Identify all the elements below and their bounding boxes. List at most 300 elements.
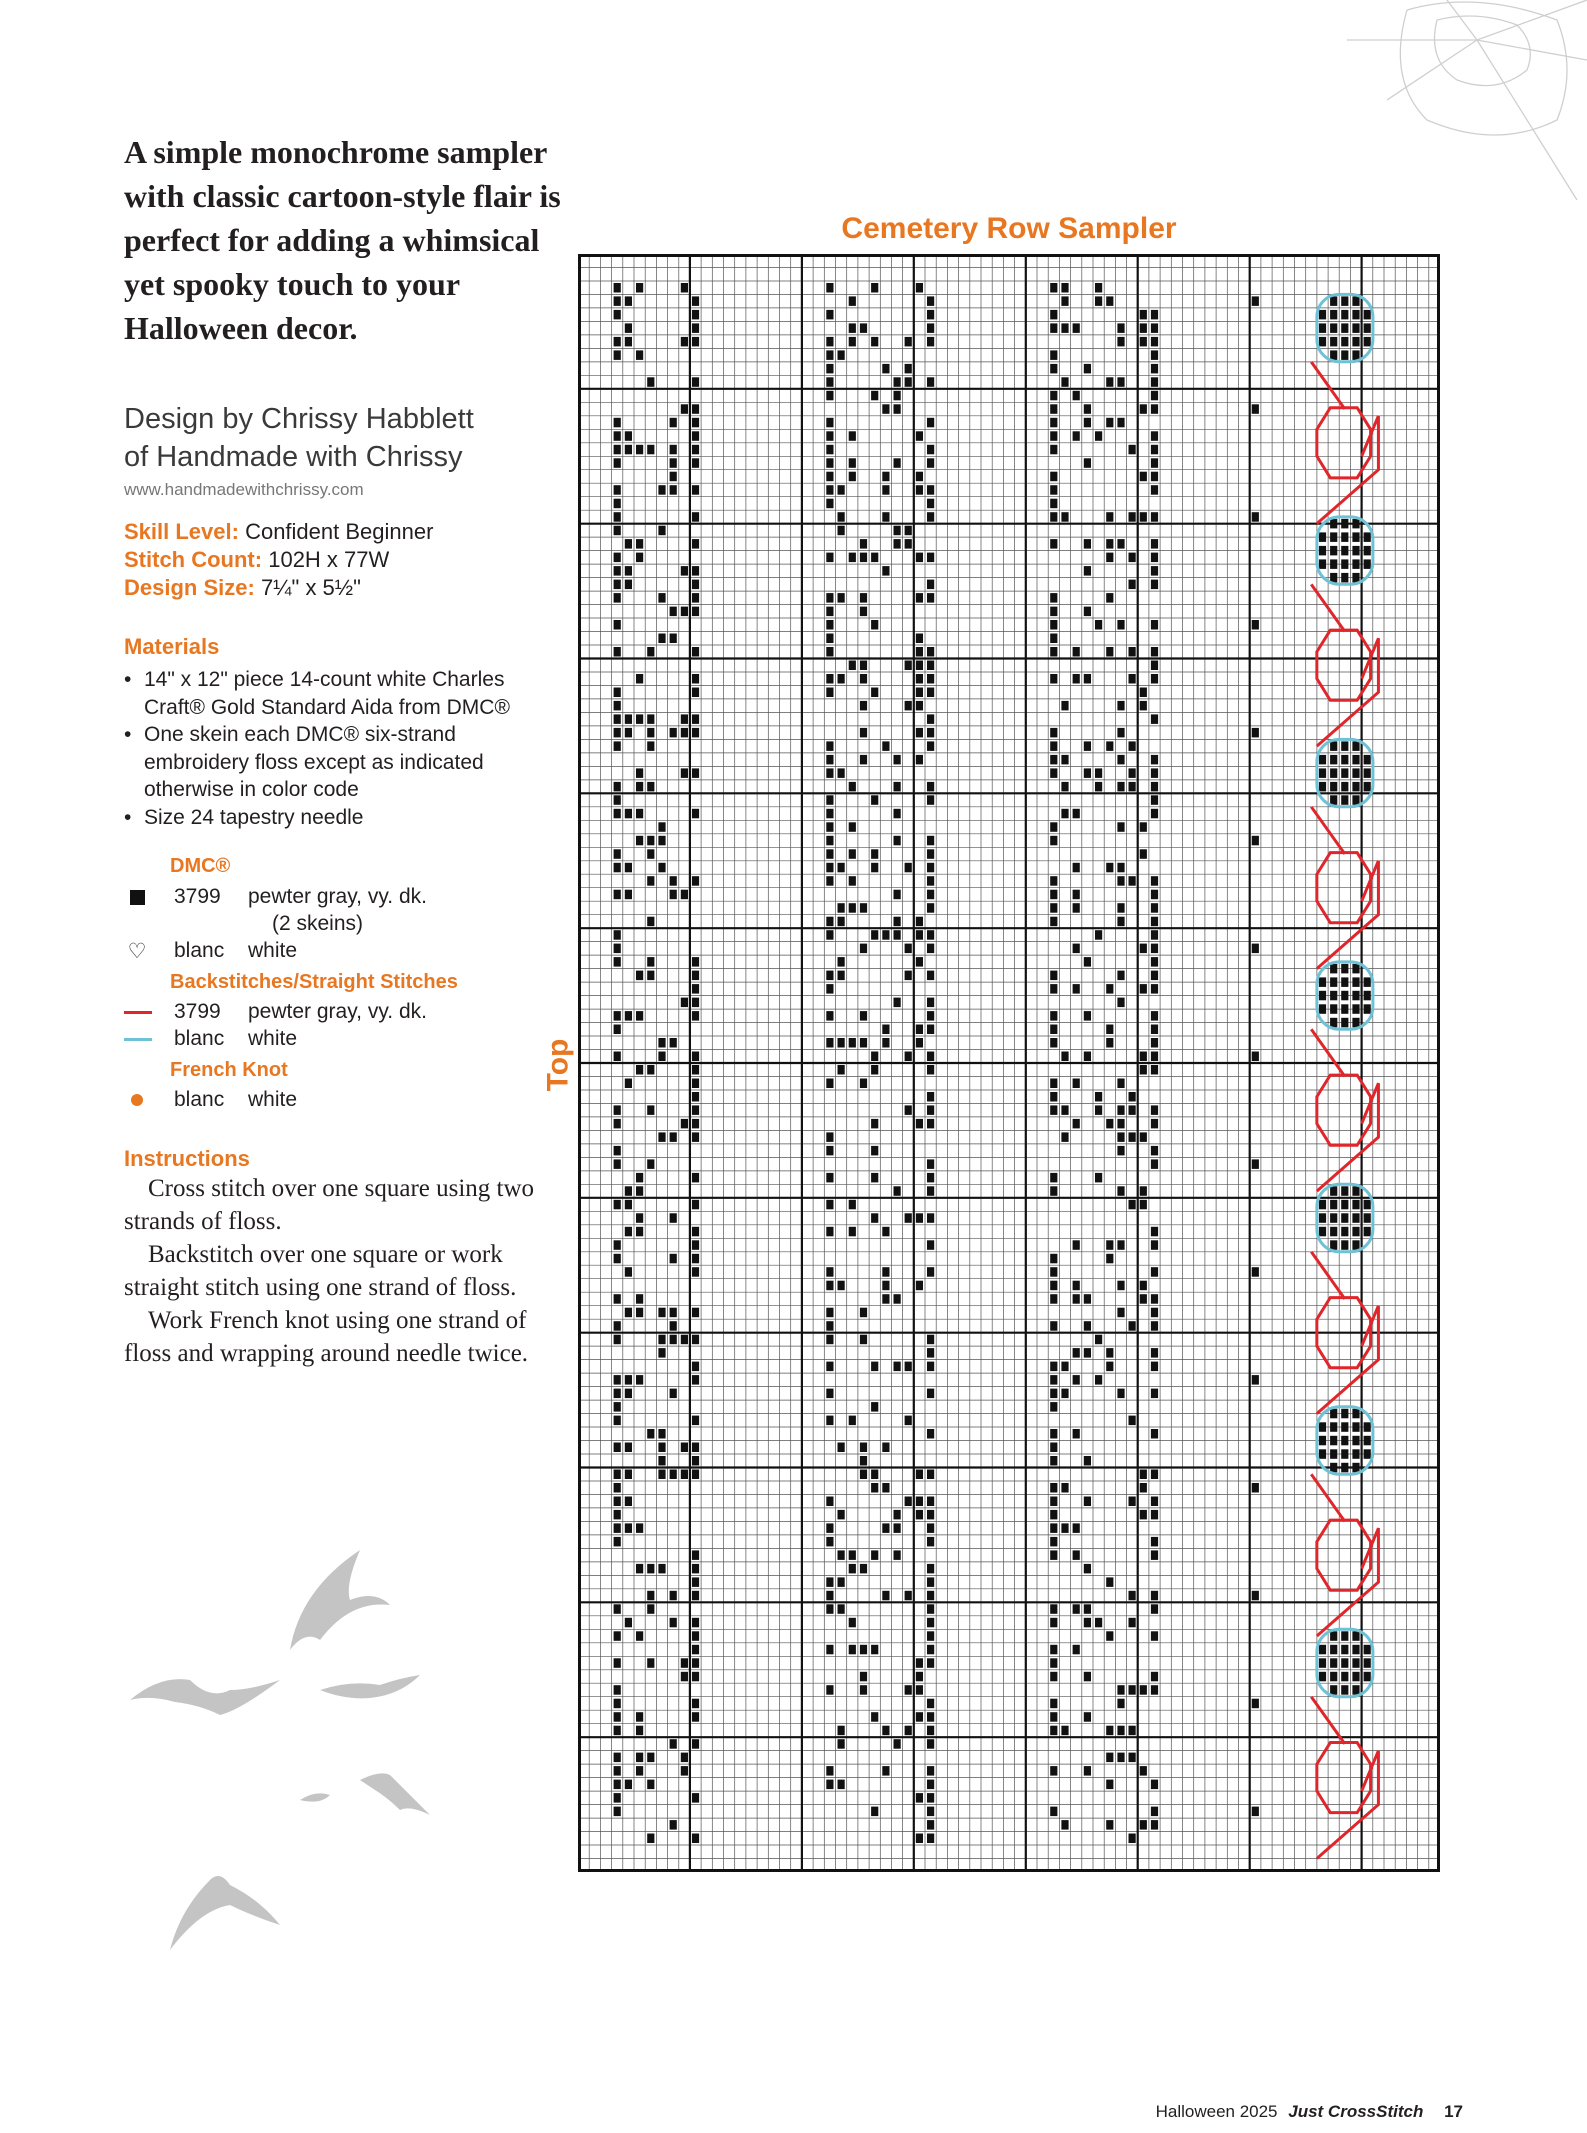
stitch-square <box>1084 1618 1091 1628</box>
stitch-square <box>1341 1449 1348 1459</box>
stitch-square <box>927 310 934 320</box>
stitch-square <box>1352 1186 1359 1196</box>
stitch-square <box>916 647 923 657</box>
stitch-square <box>636 1065 643 1075</box>
stitch-square <box>838 917 845 927</box>
stitch-square <box>882 1227 889 1237</box>
stitch-square <box>1352 755 1359 765</box>
stitch-square <box>838 1510 845 1520</box>
stitch-square <box>1140 1685 1147 1695</box>
stitch-square <box>849 458 856 468</box>
stitch-square <box>692 1456 699 1466</box>
key-color-name: white <box>248 1027 298 1050</box>
stitch-square <box>670 1335 677 1345</box>
materials-list <box>124 666 554 831</box>
stitch-square <box>826 930 833 940</box>
stitch-square <box>1117 1132 1124 1142</box>
intro-text: A simple monochrome sampler with classic cartoon-style flair is perfect for adding a whimsical yet spooky touch to your Halloween decor. <box>124 134 561 346</box>
stitch-square <box>1061 1052 1068 1062</box>
stitch-square <box>1140 1766 1147 1776</box>
stitch-square <box>927 1159 934 1169</box>
stitch-square <box>647 836 654 846</box>
stitch-square <box>1330 310 1337 320</box>
stitch-square <box>860 1685 867 1695</box>
stitch-square <box>1341 350 1348 360</box>
material-item: • One skein each DMC® six-strand embroidery floss except as indicated otherwise in color code <box>124 721 554 804</box>
stitch-square <box>838 1577 845 1587</box>
stitch-square <box>614 1200 621 1210</box>
stitch-square <box>625 1267 632 1277</box>
stitch-square <box>681 607 688 617</box>
stitch-square <box>1151 1362 1158 1372</box>
stitch-square <box>692 1105 699 1115</box>
stitch-square <box>658 485 665 495</box>
stitch-square <box>1050 404 1057 414</box>
stitch-square <box>1095 296 1102 306</box>
stitch-square <box>692 688 699 698</box>
stitch-square <box>849 553 856 563</box>
stitch-square <box>614 1443 621 1453</box>
stitch-square <box>692 431 699 441</box>
stitch-square <box>692 1577 699 1587</box>
stitch-square <box>826 768 833 778</box>
stitch-square <box>905 1685 912 1695</box>
stitch-square <box>1319 1422 1326 1432</box>
stitch-square <box>1252 1375 1259 1385</box>
stitch-square <box>1319 310 1326 320</box>
stitch-square <box>1352 559 1359 569</box>
stitch-square <box>614 795 621 805</box>
stitch-square <box>826 1604 833 1614</box>
stitch-square <box>1330 768 1337 778</box>
stitch-square <box>1050 1497 1057 1507</box>
stitch-square <box>1151 391 1158 401</box>
stitch-square <box>1084 1766 1091 1776</box>
stitch-square <box>905 1497 912 1507</box>
stitch-square <box>927 1658 934 1668</box>
stitch-square <box>1050 1092 1057 1102</box>
stitch-square <box>1129 1591 1136 1601</box>
stitch-square <box>927 1726 934 1736</box>
bat-icon <box>290 1550 390 1650</box>
stitch-square <box>692 512 699 522</box>
stitch-square <box>1050 418 1057 428</box>
stitch-square <box>826 1389 833 1399</box>
stitch-square <box>1341 977 1348 987</box>
stitch-square <box>1095 1335 1102 1345</box>
stitch-square <box>871 283 878 293</box>
stitch-square <box>692 1308 699 1318</box>
stitch-square <box>681 714 688 724</box>
stitch-square <box>927 1739 934 1749</box>
stitch-square <box>1364 768 1371 778</box>
stitch-square <box>849 323 856 333</box>
stitch-square <box>860 903 867 913</box>
stitch-square <box>1151 323 1158 333</box>
stitch-square <box>1352 296 1359 306</box>
key-number: blanc <box>174 1088 225 1111</box>
stitch-square <box>826 634 833 644</box>
stitch-square <box>1050 323 1057 333</box>
key-color-name: white <box>248 939 298 962</box>
stitch-square <box>1117 1105 1124 1115</box>
stitch-square <box>1140 1281 1147 1291</box>
stitch-square <box>1352 768 1359 778</box>
stitch-square <box>1050 890 1057 900</box>
stitch-square <box>625 1200 632 1210</box>
stitch-square <box>614 445 621 455</box>
stitch-square <box>625 445 632 455</box>
stitch-square <box>1084 539 1091 549</box>
stitch-square <box>916 661 923 671</box>
stitch-square <box>1151 350 1158 360</box>
stitch-square <box>927 1348 934 1358</box>
stitch-square <box>1073 1645 1080 1655</box>
stitch-square <box>916 1658 923 1668</box>
stitch-square <box>1151 809 1158 819</box>
stitch-square <box>916 1510 923 1520</box>
stitch-square <box>625 1375 632 1385</box>
stitch-square <box>614 512 621 522</box>
stitch-square <box>1106 741 1113 751</box>
stitch-square <box>692 1645 699 1655</box>
stitch-square <box>636 674 643 684</box>
stitch-square <box>871 1119 878 1129</box>
stitch-square <box>614 688 621 698</box>
stitch-square <box>860 607 867 617</box>
stitch-square <box>1341 1186 1348 1196</box>
stitch-square <box>681 768 688 778</box>
stitch-square <box>905 337 912 347</box>
stitch-square <box>826 607 833 617</box>
stitch-square <box>614 1523 621 1533</box>
stitch-square <box>849 1618 856 1628</box>
stitch-square <box>1352 741 1359 751</box>
stitch-square <box>927 741 934 751</box>
stitch-square <box>927 418 934 428</box>
stitch-square <box>1319 559 1326 569</box>
stitch-square <box>1151 1537 1158 1547</box>
stitch-square <box>1341 323 1348 333</box>
size-label: Design Size: <box>124 575 255 600</box>
stitch-square <box>1129 1685 1136 1695</box>
stitch-square <box>1151 553 1158 563</box>
stitch-square <box>894 377 901 387</box>
stitch-square <box>871 1213 878 1223</box>
stitch-square <box>871 1173 878 1183</box>
stitch-square <box>1095 283 1102 293</box>
stitch-square <box>1352 1436 1359 1446</box>
stitch-square <box>1330 795 1337 805</box>
stitch-square <box>1129 647 1136 657</box>
stitch-square <box>860 661 867 671</box>
stitch-square <box>636 539 643 549</box>
stitch-square <box>625 1011 632 1021</box>
stitch-square <box>894 1550 901 1560</box>
stitch-square <box>871 795 878 805</box>
stitch-square <box>1117 1186 1124 1196</box>
stitch-square <box>1330 1658 1337 1668</box>
stitch-square <box>1151 566 1158 576</box>
stitch-square <box>860 1079 867 1089</box>
stitch-square <box>681 1335 688 1345</box>
stitch-square <box>1050 728 1057 738</box>
stitch-square <box>1341 991 1348 1001</box>
stitch-square <box>625 728 632 738</box>
stitch-square <box>614 350 621 360</box>
stitch-square <box>871 1807 878 1817</box>
stitch-square <box>658 1132 665 1142</box>
stitch-square <box>692 445 699 455</box>
stitch-square <box>927 1052 934 1062</box>
designer-url[interactable]: www.handmadewithchrissy.com <box>124 480 364 499</box>
stitch-square <box>860 755 867 765</box>
designer-credit <box>124 400 554 476</box>
stitch-square <box>614 890 621 900</box>
stitch-square <box>1050 485 1057 495</box>
stitch-square <box>1352 1645 1359 1655</box>
stitch-square <box>692 418 699 428</box>
stitch-square <box>916 485 923 495</box>
stitch-square <box>625 539 632 549</box>
stitch-square <box>1151 1591 1158 1601</box>
stitch-square <box>1252 836 1259 846</box>
stitch-square <box>1129 1105 1136 1115</box>
stitch-square <box>916 930 923 940</box>
stitch-square <box>927 688 934 698</box>
stitch-square <box>681 1672 688 1682</box>
stitch-square <box>927 930 934 940</box>
french-knot-heading: French Knot <box>170 1059 288 1081</box>
stitch-square <box>670 876 677 886</box>
stitch-square <box>647 1658 654 1668</box>
stitch-square <box>692 485 699 495</box>
stitch-square <box>692 1564 699 1574</box>
stitch-square <box>636 445 643 455</box>
stitch-square <box>826 499 833 509</box>
stitch-square <box>1050 984 1057 994</box>
stitch-square <box>1151 1105 1158 1115</box>
stitch-square <box>927 1564 934 1574</box>
stitch-square <box>670 1820 677 1830</box>
stitch-square <box>1129 1497 1136 1507</box>
stitch-square <box>905 1591 912 1601</box>
stitch-square <box>894 1523 901 1533</box>
stitch-square <box>905 1213 912 1223</box>
stitch-square <box>1151 782 1158 792</box>
stitch-square <box>1151 1497 1158 1507</box>
stitch-square <box>692 1240 699 1250</box>
stitch-square <box>1050 499 1057 509</box>
stitch-square <box>1084 1497 1091 1507</box>
stitch-square <box>1151 580 1158 590</box>
stitch-square <box>636 1011 643 1021</box>
stitch-square <box>838 863 845 873</box>
stitch-square <box>670 1470 677 1480</box>
stitch-square <box>614 593 621 603</box>
stitch-square <box>1117 822 1124 832</box>
spider-web-decoration <box>1327 0 1587 230</box>
stitch-square <box>826 1335 833 1345</box>
stitch-square <box>1073 890 1080 900</box>
stitch-square <box>1050 283 1057 293</box>
stitch-square <box>1050 1766 1057 1776</box>
stitch-square <box>1050 634 1057 644</box>
stitch-square <box>1341 337 1348 347</box>
stitch-square <box>927 782 934 792</box>
stitch-square <box>692 377 699 387</box>
stitch-square <box>692 1132 699 1142</box>
stitch-square <box>614 1537 621 1547</box>
stitch-square <box>894 998 901 1008</box>
stitch-square <box>692 1375 699 1385</box>
stitch-square <box>882 364 889 374</box>
stitch-square <box>658 1470 665 1480</box>
stitch-square <box>1341 310 1348 320</box>
stitch-square <box>1073 1523 1080 1533</box>
stitch-square <box>1364 1213 1371 1223</box>
stitch-square <box>647 1564 654 1574</box>
stitch-square <box>1151 310 1158 320</box>
stitch-square <box>894 1362 901 1372</box>
stitch-square <box>1151 458 1158 468</box>
stitch-square <box>826 917 833 927</box>
stitch-square <box>1319 1436 1326 1446</box>
stitch-square <box>1050 1483 1057 1493</box>
stitch-square <box>614 1780 621 1790</box>
stitch-square <box>927 1780 934 1790</box>
stitch-square <box>636 971 643 981</box>
stitch-square <box>860 674 867 684</box>
stitch-square <box>871 1712 878 1722</box>
stitch-square <box>1151 1159 1158 1169</box>
stitch-square <box>826 485 833 495</box>
stitch-square <box>927 998 934 1008</box>
stitch-square <box>1084 1011 1091 1021</box>
stitch-square <box>927 876 934 886</box>
stitch-square <box>1341 1200 1348 1210</box>
stitch-square <box>1352 1409 1359 1419</box>
stitch-square <box>1330 977 1337 987</box>
stitch-square <box>927 593 934 603</box>
stitch-square <box>860 1443 867 1453</box>
stitch-square <box>692 984 699 994</box>
stitch-square <box>1095 1173 1102 1183</box>
stitch-square <box>1319 1449 1326 1459</box>
stitch-square <box>882 1523 889 1533</box>
stitch-square <box>882 566 889 576</box>
stitch-square <box>647 1604 654 1614</box>
stitch-square <box>894 526 901 536</box>
stitch-square <box>927 499 934 509</box>
stitch-square <box>916 553 923 563</box>
stitch-square <box>1352 310 1359 320</box>
stitch-square <box>1151 930 1158 940</box>
stitch-square <box>625 1227 632 1237</box>
stitch-square <box>894 782 901 792</box>
stitch-square <box>1341 755 1348 765</box>
stitch-square <box>614 499 621 509</box>
stitch-square <box>647 445 654 455</box>
stitch-square <box>826 283 833 293</box>
stitch-square <box>1319 755 1326 765</box>
stitch-square <box>860 553 867 563</box>
stitch-square <box>826 1645 833 1655</box>
stitch-square <box>614 1712 621 1722</box>
stitch-square <box>927 323 934 333</box>
stitch-square <box>1151 1550 1158 1560</box>
stitch-square <box>1151 1321 1158 1331</box>
stitch-square <box>1151 984 1158 994</box>
stitch-square <box>916 283 923 293</box>
stitch-square <box>927 1631 934 1641</box>
stitch-square <box>894 1739 901 1749</box>
stitch-square <box>614 714 621 724</box>
stitch-square <box>636 714 643 724</box>
stitch-square <box>838 1604 845 1614</box>
stitch-square <box>826 1200 833 1210</box>
stitch-square <box>927 1699 934 1709</box>
stitch-square <box>927 1523 934 1533</box>
stitch-square <box>670 445 677 455</box>
stitch-square <box>849 472 856 482</box>
stitch-square <box>826 849 833 859</box>
stitch-square <box>905 971 912 981</box>
stitch-square <box>614 553 621 563</box>
stitch-square <box>1352 546 1359 556</box>
stitch-square <box>1117 539 1124 549</box>
stitch-square <box>927 1712 934 1722</box>
stitch-square <box>692 1362 699 1372</box>
stitch-square <box>826 1038 833 1048</box>
stitch-square <box>1140 944 1147 954</box>
stitch-square <box>871 1146 878 1156</box>
stitch-square <box>1330 519 1337 529</box>
stitch-square <box>1330 1240 1337 1250</box>
stitch-square <box>670 1132 677 1142</box>
stitch-square <box>826 337 833 347</box>
stitch-square <box>1330 1685 1337 1695</box>
stitch-square <box>1151 1052 1158 1062</box>
stitch-square <box>871 930 878 940</box>
key-number: blanc <box>174 1027 225 1050</box>
stitch-square <box>1364 559 1371 569</box>
stitch-square <box>1095 1092 1102 1102</box>
stitch-square <box>1341 546 1348 556</box>
stitch-square <box>614 782 621 792</box>
stitch-square <box>871 849 878 859</box>
stitch-square <box>1106 1631 1113 1641</box>
stitch-square <box>916 688 923 698</box>
stitch-square <box>838 957 845 967</box>
stitch-square <box>1330 1409 1337 1419</box>
stitch-square <box>1330 1449 1337 1459</box>
stitch-square <box>1319 532 1326 542</box>
stitch-square <box>894 809 901 819</box>
stitch-square <box>647 917 654 927</box>
stitch-square <box>658 1456 665 1466</box>
stitch-square <box>1364 1645 1371 1655</box>
stitch-square <box>1352 323 1359 333</box>
stitch-square <box>894 930 901 940</box>
stitch-square <box>692 1092 699 1102</box>
stitch-square <box>614 1604 621 1614</box>
stitch-square <box>1252 728 1259 738</box>
stitch-square <box>1050 647 1057 657</box>
stitch-square <box>614 809 621 819</box>
stitch-square <box>647 1105 654 1115</box>
stitch-square <box>849 296 856 306</box>
